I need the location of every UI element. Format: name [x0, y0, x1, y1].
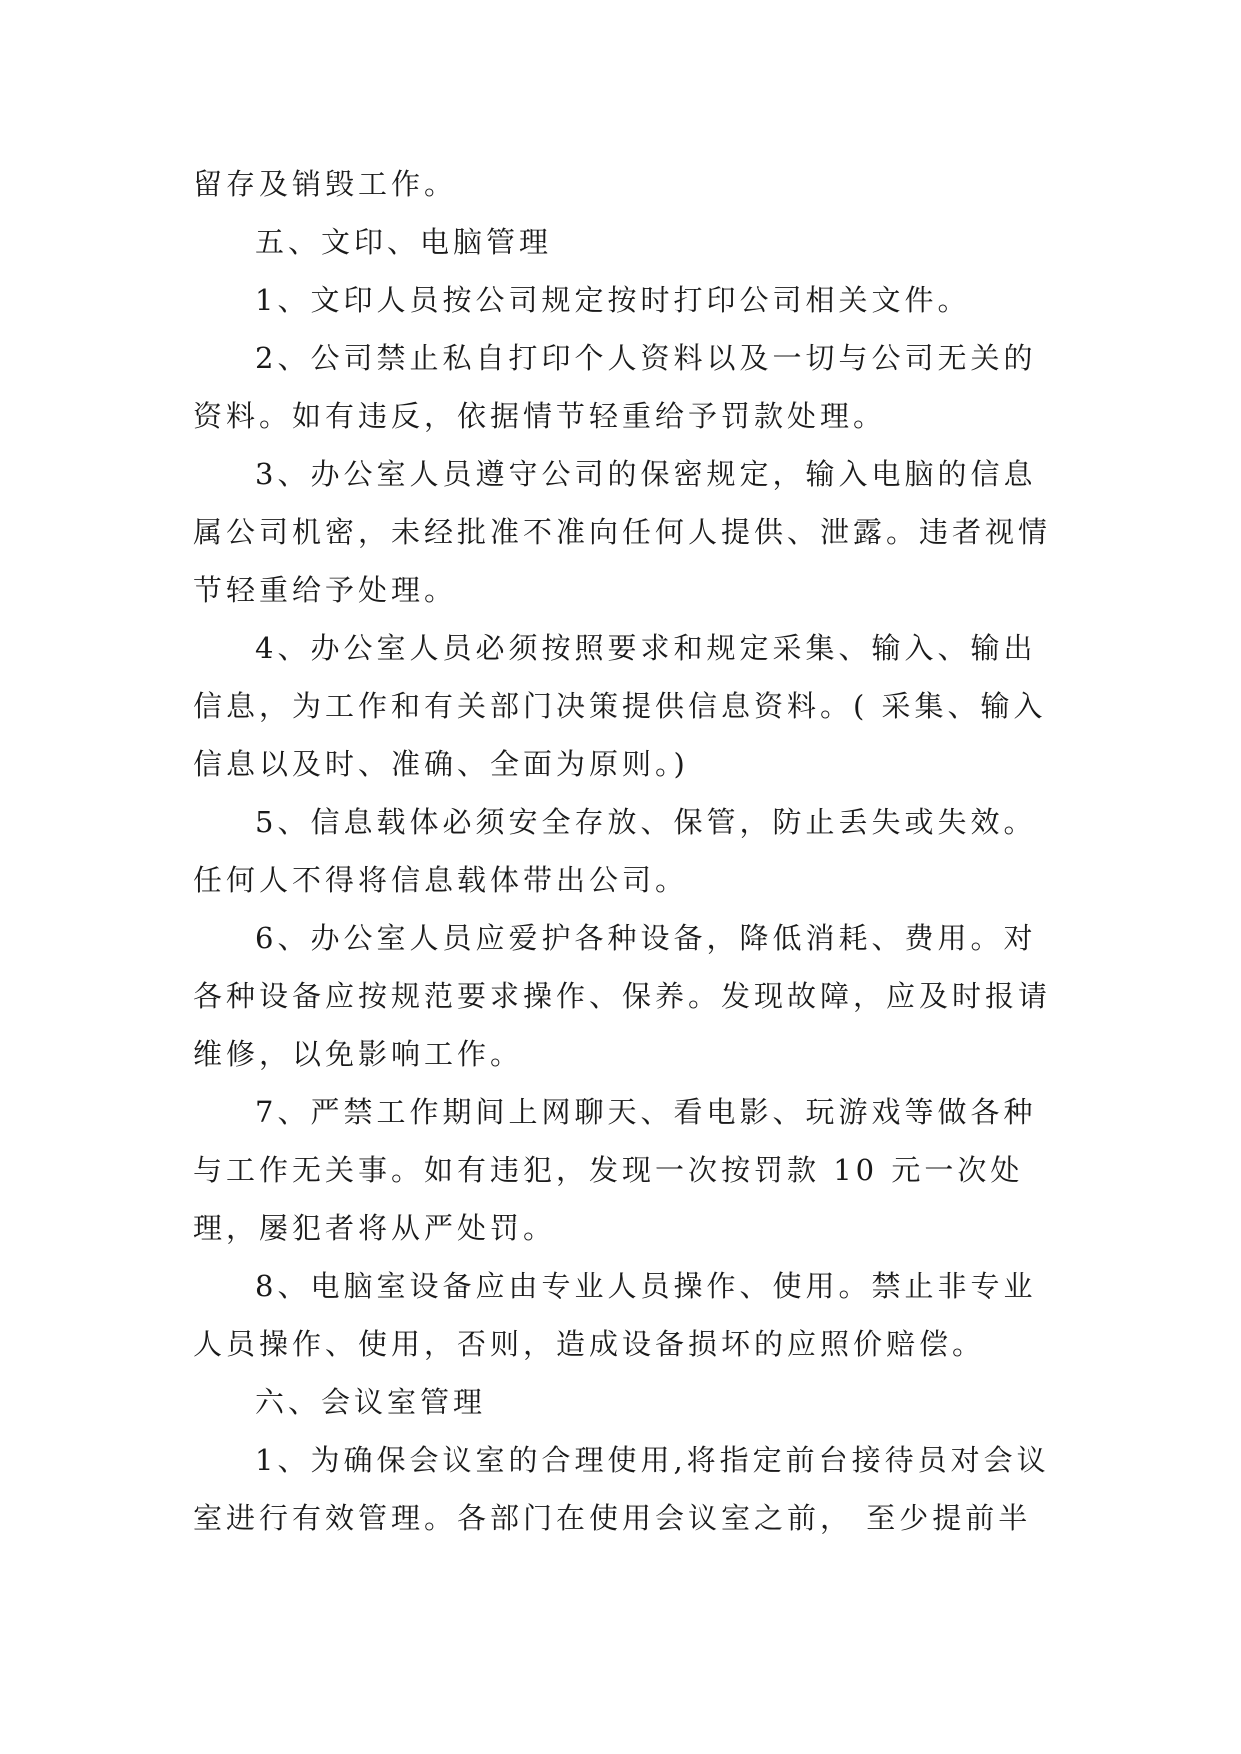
list-item-5-2: 2、公司禁止私自打印个人资料以及一切与公司无关的资料。如有违反，依据情节轻重给予罚款处理。: [193, 341, 1037, 433]
list-item-5-4: 4、办公室人员必须按照要求和规定采集、输入、输出信息，为工作和有关部门决策提供信息资料。( 采集、输入信息以及时、准确、全面为原则。): [193, 631, 1047, 781]
list-item-5-1: 1、文印人员按公司规定按时打印公司相关文件。: [255, 283, 971, 317]
list-item-5-6: 6、办公室人员应爱护各种设备，降低消耗、费用。对各种设备应按规范要求操作、保养。发现故障，应及时报请维修，以免影响工作。: [193, 921, 1052, 1071]
section-heading-6: 六、会议室管理: [255, 1385, 487, 1419]
list-item-6-1: 1、为确保会议室的合理使用,将指定前台接待员对会议室进行有效管理。各部门在使用会议室之前， 至少提前半: [193, 1443, 1050, 1535]
list-item-5-3: 3、办公室人员遵守公司的保密规定，输入电脑的信息属公司机密，未经批准不准向任何人提供、泄露。违者视情节轻重给予处理。: [193, 457, 1052, 607]
list-item-5-8: 8、电脑室设备应由专业人员操作、使用。禁止非专业人员操作、使用，否则，造成设备损坏的应照价赔偿。: [193, 1269, 1037, 1361]
section-heading-5: 五、文印、电脑管理: [255, 225, 553, 259]
list-item-5-5: 5、信息载体必须安全存放、保管，防止丢失或失效。任何人不得将信息载体带出公司。: [193, 805, 1037, 897]
document-body: [193, 155, 1063, 1547]
list-item-5-7: 7、严禁工作期间上网聊天、看电影、玩游戏等做各种与工作无关事。如有违犯，发现一次按罚款 10 元一次处理，屡犯者将从严处罚。: [193, 1095, 1037, 1245]
paragraph-continuation: 留存及销毁工作。: [193, 167, 458, 201]
